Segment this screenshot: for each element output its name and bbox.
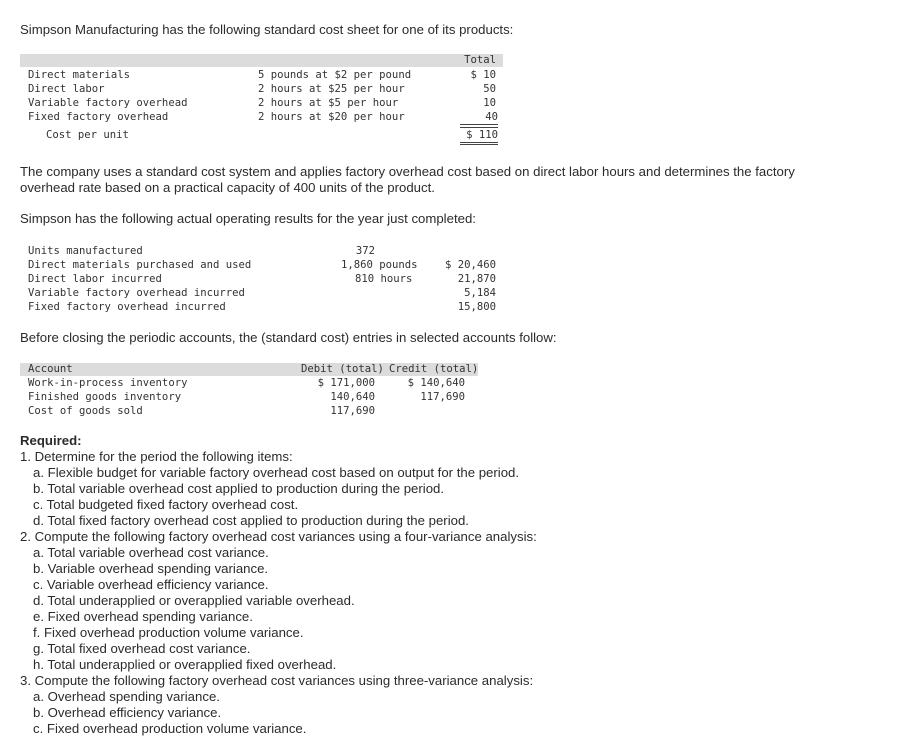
accounts-header-credit: Credit (total): [389, 363, 479, 375]
required-heading: Required:: [20, 433, 82, 448]
actual-row-amount: 21,870: [457, 273, 496, 285]
actual-row-label: Variable factory overhead incurred: [28, 287, 245, 299]
cost-row-detail: 2 hours at $20 per hour: [258, 111, 405, 123]
actual-row-qty: 1,860 pounds: [341, 259, 418, 271]
cost-row-detail: 2 hours at $25 per hour: [258, 83, 405, 95]
account-credit: $ 140,640: [407, 377, 465, 389]
paragraph-line: overhead rate based on a practical capacity of 400 units of the product.: [20, 180, 435, 195]
paragraph-actual-results: Simpson has the following actual operating results for the year just completed:: [20, 211, 476, 226]
cost-sheet-header-bar: [20, 54, 503, 67]
actual-row-label: Units manufactured: [28, 245, 143, 257]
account-debit: 140,640: [330, 391, 375, 403]
cost-row-label: Fixed factory overhead: [28, 111, 169, 123]
required-item: 2. Compute the following factory overhead cost variances using a four-variance analysis:: [20, 529, 537, 544]
required-subitem: d. Total underapplied or overapplied variable overhead.: [33, 593, 355, 608]
required-subitem: c. Fixed overhead production volume variance.: [33, 721, 307, 736]
account-credit: 117,690: [420, 391, 465, 403]
accounts-header-debit: Debit (total): [301, 363, 384, 375]
account-name: Cost of goods sold: [28, 405, 143, 417]
required-subitem: f. Fixed overhead production volume variance.: [33, 625, 304, 640]
required-item: 1. Determine for the period the following items:: [20, 449, 293, 464]
required-subitem: e. Fixed overhead spending variance.: [33, 609, 253, 624]
cost-row-detail: 2 hours at $5 per hour: [258, 97, 399, 109]
required-subitem: a. Total variable overhead cost variance.: [33, 545, 269, 560]
actual-row-label: Fixed factory overhead incurred: [28, 301, 226, 313]
required-subitem: c. Total budgeted fixed factory overhead cost.: [33, 497, 299, 512]
required-subitem: a. Flexible budget for variable factory overhead cost based on output for the period.: [33, 465, 520, 480]
required-subitem: b. Variable overhead spending variance.: [33, 561, 269, 576]
required-subitem: c. Variable overhead efficiency variance.: [33, 577, 269, 592]
cost-row-detail: 5 pounds at $2 per pound: [258, 69, 412, 81]
cost-row-total: 50: [483, 83, 496, 95]
actual-row-amount: $ 20,460: [444, 259, 496, 271]
cost-row-total: 40: [460, 110, 498, 125]
required-subitem: g. Total fixed overhead cost variance.: [33, 641, 251, 656]
cost-row-total: $ 10: [470, 69, 496, 81]
required-subitem: a. Overhead spending variance.: [33, 689, 220, 704]
required-section: [20, 433, 537, 737]
cost-per-unit-label: Cost per unit: [46, 129, 129, 141]
actual-row-amount: 15,800: [457, 301, 496, 313]
required-subitem: d. Total fixed factory overhead cost applied to production during the period.: [33, 513, 469, 528]
account-name: Work-in-process inventory: [28, 377, 188, 389]
account-name: Finished goods inventory: [28, 391, 182, 403]
cost-row-label: Variable factory overhead: [28, 97, 188, 109]
accounts-header-account: Account: [28, 363, 73, 375]
cost-row-label: Direct labor: [28, 83, 105, 95]
required-subitem: h. Total underapplied or overapplied fixed overhead.: [33, 657, 337, 672]
cost-per-unit-total: $ 110: [460, 127, 498, 145]
intro-text: Simpson Manufacturing has the following standard cost sheet for one of its products:: [20, 22, 514, 37]
account-debit: 117,690: [330, 405, 375, 417]
cost-row-label: Direct materials: [28, 69, 131, 81]
actual-row-qty: 810 hours: [355, 273, 413, 285]
cost-row-total: 10: [483, 97, 496, 109]
account-debit: $ 171,000: [317, 377, 375, 389]
required-item: 3. Compute the following factory overhead cost variances using three-variance analysis:: [20, 673, 534, 688]
actual-row-amount: 5,184: [464, 287, 496, 299]
actual-row-label: Direct materials purchased and used: [28, 259, 252, 271]
actual-row-label: Direct labor incurred: [28, 273, 162, 285]
total-column-header: Total: [464, 54, 496, 66]
required-subitem: b. Overhead efficiency variance.: [33, 705, 222, 720]
actual-row-qty: 372: [355, 245, 375, 257]
paragraph-closing-entries: Before closing the periodic accounts, the (standard cost) entries in selected accounts follow:: [20, 330, 557, 345]
required-subitem: b. Total variable overhead cost applied to production during the period.: [33, 481, 445, 496]
paragraph-line: The company uses a standard cost system and applies factory overhead cost based on direct labor hours and determines the factory: [20, 164, 795, 179]
